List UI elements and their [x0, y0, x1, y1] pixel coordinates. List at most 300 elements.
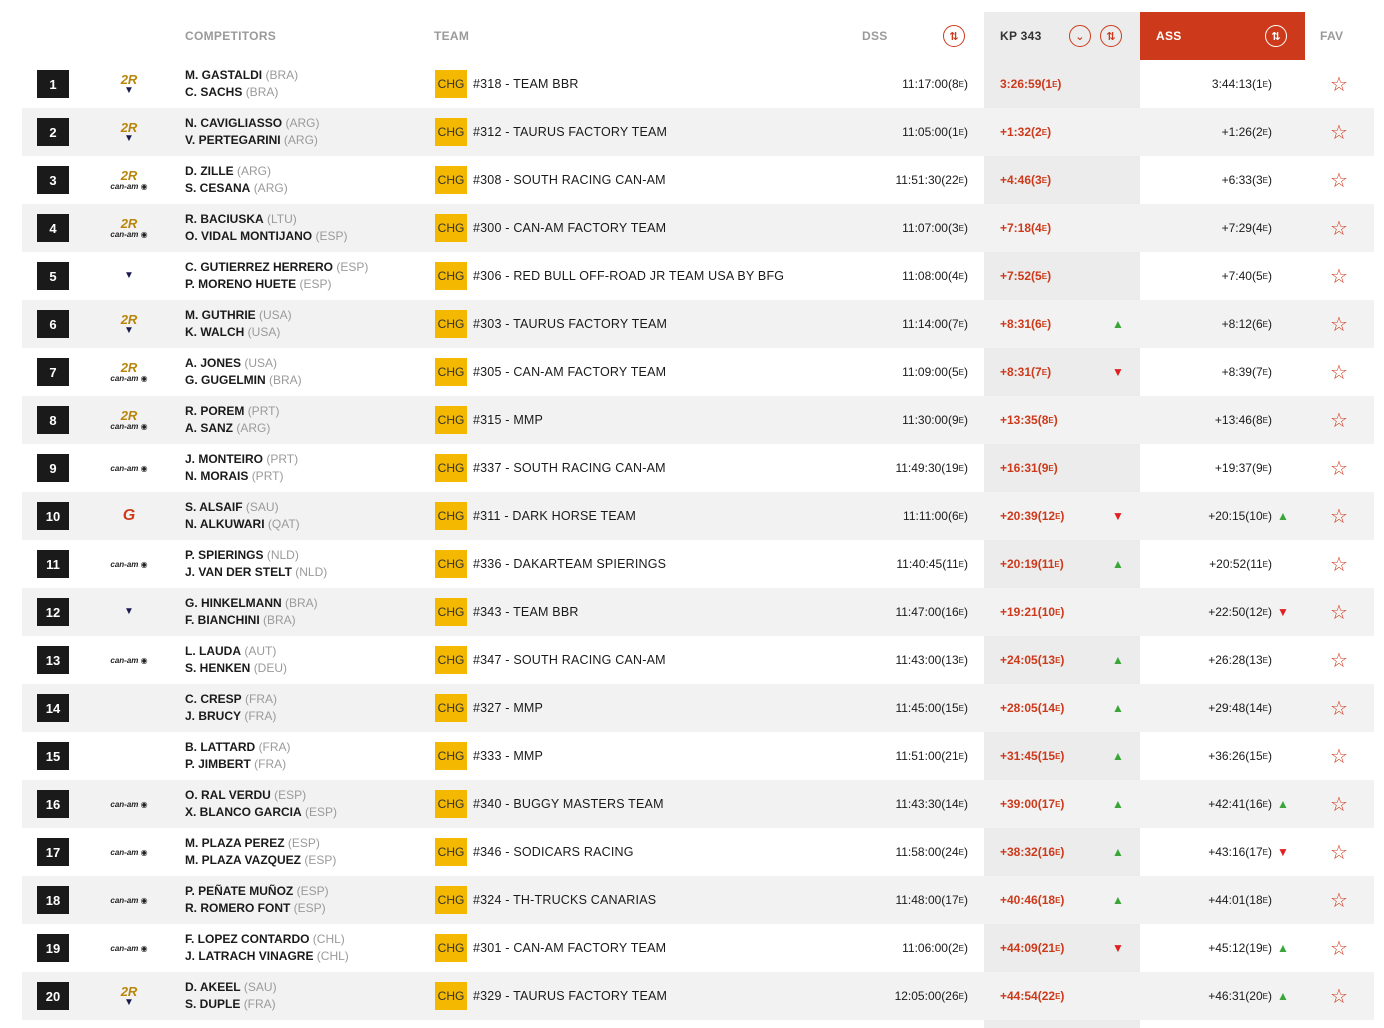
dss-value: 11:17:00	[902, 77, 948, 91]
kp-value: +20:39	[1000, 509, 1038, 523]
team-name: #324 - TH-TRUCKS CANARIAS	[473, 893, 657, 907]
kp-sort-icon[interactable]: ⇅	[1100, 12, 1122, 60]
arrow-up-icon: ▲	[1277, 989, 1289, 1003]
table-row[interactable]	[22, 492, 1374, 540]
manufacturer-logo	[108, 492, 150, 540]
position-badge: 7	[37, 358, 69, 386]
header-fav: FAV	[1320, 29, 1344, 43]
ass-rank: 16	[1249, 797, 1263, 811]
competitor-2	[185, 228, 347, 245]
kp-value: +13:35	[1000, 413, 1038, 427]
competitor-2	[185, 324, 280, 341]
ass-rank: 7	[1255, 365, 1263, 379]
table-row[interactable]	[22, 636, 1374, 684]
kp-rank: 13	[1041, 653, 1056, 667]
competitor-nationality: (ARG)	[283, 133, 318, 147]
dss-time: 11:58:00 ( 24 E )	[895, 845, 968, 859]
category-badge: CHG	[435, 454, 467, 482]
competitor-1	[185, 403, 279, 420]
table-row[interactable]	[22, 300, 1374, 348]
arrow-up-icon: ▲	[1112, 317, 1124, 331]
competitor-1	[185, 835, 320, 852]
ass-rank: 15	[1249, 749, 1263, 763]
arrow-down-icon: ▼	[1277, 845, 1289, 859]
table-row[interactable]	[22, 540, 1374, 588]
competitor-2	[185, 180, 288, 197]
manufacturer-logo	[108, 108, 150, 156]
category-badge: CHG	[435, 934, 467, 962]
manufacturer-logo	[108, 780, 150, 828]
rank-suffix: E	[1041, 127, 1048, 137]
kp-value: +28:05	[1000, 701, 1038, 715]
arrow-down-icon: ▼	[1277, 605, 1289, 619]
rank-suffix: E	[958, 415, 964, 425]
position-badge: 10	[37, 502, 69, 530]
competitor-name: C. SACHS	[185, 85, 243, 99]
competitor-2	[185, 420, 270, 437]
rank-suffix: E	[1262, 655, 1268, 665]
dss-time: 11:51:00 ( 21 E )	[895, 749, 968, 763]
ass-time: +46:31 ( 20 E )	[1208, 989, 1272, 1003]
ass-sort-icon[interactable]: ⇅	[1265, 12, 1287, 60]
competitor-1	[185, 307, 292, 324]
category-badge: CHG	[435, 886, 467, 914]
table-row[interactable]	[22, 780, 1374, 828]
dss-value: 11:49:30	[895, 461, 942, 475]
ass-time: +7:40 ( 5 E )	[1221, 269, 1272, 283]
competitor-2	[185, 996, 276, 1013]
dss-rank: 17	[945, 893, 959, 907]
arrow-up-icon: ▲	[1277, 509, 1289, 523]
kp-value: +19:21	[1000, 605, 1038, 619]
category-badge: CHG	[435, 694, 467, 722]
table-row[interactable]	[22, 588, 1374, 636]
competitor-name: O. RAL VERDU	[185, 788, 271, 802]
team-name: #312 - TAURUS FACTORY TEAM	[473, 125, 668, 139]
competitor-nationality: (CHL)	[316, 949, 349, 963]
competitor-name: O. VIDAL MONTIJANO	[185, 229, 313, 243]
category-badge: CHG	[435, 406, 467, 434]
dss-time: 11:30:00 ( 9 E )	[902, 413, 968, 427]
rank-suffix: E	[1262, 319, 1268, 329]
arrow-up-icon: ▲	[1277, 941, 1289, 955]
ass-rank: 13	[1249, 653, 1263, 667]
header-ass[interactable]: ASS	[1140, 12, 1305, 60]
favorite-star-icon[interactable]: ☆	[1330, 361, 1348, 384]
category-badge: CHG	[435, 598, 467, 626]
dss-time: 11:06:00 ( 2 E )	[902, 941, 968, 955]
kp-rank: 8	[1041, 413, 1049, 427]
competitor-1	[185, 451, 298, 468]
favorite-star-icon[interactable]: ☆	[1330, 505, 1348, 528]
dss-time: 11:43:30 ( 14 E )	[895, 797, 968, 811]
favorite-star-icon[interactable]: ☆	[1330, 601, 1348, 624]
competitor-name: J. VAN DER STELT	[185, 565, 292, 579]
competitor-nationality: (ESP)	[274, 788, 307, 802]
team-name: #305 - CAN-AM FACTORY TEAM	[473, 365, 667, 379]
competitor-name: M. GUTHRIE	[185, 308, 256, 322]
kp-rank: 6	[1035, 317, 1042, 331]
kp-time: +1:32 ( 2 E )	[1000, 125, 1052, 139]
rank-suffix: E	[958, 367, 964, 377]
competitor-2	[185, 756, 286, 773]
competitor-1	[185, 67, 298, 84]
ass-time: +20:15 ( 10 E )	[1208, 509, 1272, 523]
ass-rank: 3	[1255, 173, 1263, 187]
arrow-up-icon: ▲	[1112, 701, 1124, 715]
dss-time: 11:05:00 ( 1 E )	[902, 125, 968, 139]
ass-time: +42:41 ( 16 E )	[1208, 797, 1272, 811]
team-name: #340 - BUGGY MASTERS TEAM	[473, 797, 664, 811]
ass-rank: 14	[1249, 701, 1263, 715]
ass-rank: 19	[1249, 941, 1263, 955]
logo-canam-icon: can-am ◉	[110, 182, 148, 191]
category-badge: CHG	[435, 262, 467, 290]
rank-suffix: E	[1262, 559, 1268, 569]
rank-suffix: E	[958, 319, 964, 329]
kp-time: +28:05 ( 14 E )	[1000, 701, 1065, 715]
table-row[interactable]	[22, 444, 1374, 492]
competitor-1	[185, 643, 276, 660]
ass-time: +19:37 ( 9 E )	[1214, 461, 1272, 475]
dss-value: 11:11:00	[903, 509, 948, 523]
favorite-star-icon[interactable]: ☆	[1330, 985, 1348, 1008]
dss-time: 11:51:30 ( 22 E )	[895, 173, 968, 187]
position-badge: 2	[37, 118, 69, 146]
competitor-name: S. ALSAIF	[185, 500, 243, 514]
favorite-star-icon[interactable]: ☆	[1330, 841, 1348, 864]
logo-canam-icon: can-am ◉	[110, 230, 148, 239]
table-row[interactable]	[22, 204, 1374, 252]
team-name: #315 - MMP	[473, 413, 544, 427]
rank-suffix: E	[1262, 703, 1268, 713]
ass-rank: 4	[1255, 221, 1263, 235]
kp-time: +20:39 ( 12 E )	[1000, 509, 1065, 523]
rank-suffix: E	[1055, 511, 1061, 521]
arrow-up-icon: ▲	[1112, 845, 1124, 859]
kp-time: +40:46 ( 18 E )	[1000, 893, 1065, 907]
competitor-name: A. SANZ	[185, 421, 233, 435]
rank-suffix: E	[1262, 895, 1268, 905]
kp-value: +7:52	[1000, 269, 1032, 283]
competitor-name: P. JIMBERT	[185, 757, 251, 771]
competitors-cell	[185, 636, 287, 684]
arrow-up-icon: ▲	[1112, 893, 1124, 907]
competitor-name: P. SPIERINGS	[185, 548, 264, 562]
logo-canam-icon: can-am ◉	[110, 799, 148, 809]
kp-value: +4:46	[1000, 173, 1032, 187]
favorite-star-icon[interactable]: ☆	[1330, 313, 1348, 336]
table-row[interactable]	[22, 732, 1374, 780]
dss-time: 11:14:00 ( 7 E )	[902, 317, 968, 331]
category-badge: CHG	[435, 502, 467, 530]
competitor-name: K. WALCH	[185, 325, 245, 339]
arrow-up-icon: ▲	[1277, 797, 1289, 811]
table-row[interactable]	[22, 348, 1374, 396]
dss-value: 11:06:00	[902, 941, 948, 955]
ass-value: +44:01	[1208, 893, 1246, 907]
ass-value: +19:37	[1214, 461, 1252, 475]
table-row[interactable]	[22, 684, 1374, 732]
rank-suffix: E	[958, 607, 964, 617]
rank-suffix: E	[1048, 415, 1054, 425]
logo-2r-icon: 2R	[120, 983, 138, 999]
dss-time: 11:45:00 ( 15 E )	[895, 701, 968, 715]
competitor-name: V. PERTEGARINI	[185, 133, 281, 147]
favorite-star-icon[interactable]: ☆	[1330, 121, 1348, 144]
competitor-2	[185, 804, 337, 821]
position-badge: 17	[37, 838, 69, 866]
ass-value: +1:26	[1221, 125, 1252, 139]
favorite-star-icon[interactable]: ☆	[1330, 217, 1348, 240]
ass-rank: 6	[1255, 317, 1263, 331]
kp-rank: 16	[1041, 845, 1056, 859]
competitor-2	[185, 900, 326, 917]
dss-rank: 4	[951, 269, 959, 283]
kp-time: +38:32 ( 16 E )	[1000, 845, 1065, 859]
competitors-cell	[185, 972, 277, 1020]
logo-2r-icon: 2R	[120, 360, 138, 375]
rank-suffix: E	[1262, 799, 1268, 809]
competitor-nationality: (FRA)	[245, 692, 278, 706]
competitor-nationality: (FRA)	[254, 757, 287, 771]
competitors-cell	[185, 252, 368, 300]
kp-value: +39:00	[1000, 797, 1038, 811]
manufacturer-logo	[108, 588, 150, 636]
ass-rank: 11	[1250, 557, 1263, 571]
category-badge: CHG	[435, 358, 467, 386]
dss-rank: 1	[951, 125, 959, 139]
favorite-star-icon[interactable]: ☆	[1330, 409, 1348, 432]
favorite-star-icon[interactable]: ☆	[1330, 937, 1348, 960]
favorite-star-icon[interactable]: ☆	[1330, 889, 1348, 912]
dss-time: 11:09:00 ( 5 E )	[902, 365, 968, 379]
table-row[interactable]	[22, 108, 1374, 156]
rank-suffix: E	[1041, 319, 1048, 329]
logo-canam-icon: can-am ◉	[110, 943, 148, 953]
logo-canam-icon: can-am ◉	[110, 895, 148, 905]
competitor-2	[185, 516, 300, 533]
manufacturer-logo	[108, 684, 150, 732]
logo-taurus-icon: ▼	[124, 324, 134, 336]
competitor-1	[185, 163, 271, 180]
dss-rank: 16	[945, 605, 959, 619]
rank-suffix: E	[958, 559, 964, 569]
competitor-name: M. PLAZA VAZQUEZ	[185, 853, 301, 867]
kp-value: 3:26:59	[1000, 77, 1042, 91]
rank-suffix: E	[1055, 943, 1061, 953]
competitor-nationality: (ESP)	[287, 836, 320, 850]
favorite-star-icon[interactable]: ☆	[1330, 169, 1348, 192]
table-row[interactable]	[22, 396, 1374, 444]
competitor-nationality: (ARG)	[236, 421, 271, 435]
competitor-1	[185, 259, 368, 276]
competitor-1	[185, 115, 319, 132]
ass-value: +6:33	[1221, 173, 1252, 187]
ass-rank: 17	[1249, 845, 1263, 859]
manufacturer-logo	[108, 252, 150, 300]
ass-time: +36:26 ( 15 E )	[1208, 749, 1272, 763]
competitor-2	[185, 612, 296, 629]
favorite-star-icon[interactable]: ☆	[1330, 649, 1348, 672]
ass-time: +13:46 ( 8 E )	[1214, 413, 1272, 427]
competitor-nationality: (FRA)	[244, 709, 277, 723]
competitor-name: G. HINKELMANN	[185, 596, 282, 610]
competitor-nationality: (FRA)	[258, 740, 291, 754]
competitor-nationality: (ESP)	[296, 884, 329, 898]
favorite-star-icon[interactable]: ☆	[1330, 793, 1348, 816]
ass-time: +6:33 ( 3 E )	[1221, 173, 1272, 187]
kp-time: 3:26:59 ( 1 E )	[1000, 77, 1062, 91]
dss-rank: 22	[945, 173, 959, 187]
competitor-name: R. ROMERO FONT	[185, 901, 291, 915]
favorite-star-icon[interactable]: ☆	[1330, 745, 1348, 768]
competitor-1	[185, 883, 329, 900]
competitor-nationality: (LTU)	[267, 212, 297, 226]
kp-rank: 11	[1041, 557, 1055, 571]
competitor-2	[185, 660, 287, 677]
rank-suffix: E	[1052, 79, 1058, 89]
dss-time: 11:40:45 ( 11 E )	[896, 557, 968, 571]
ass-value: +29:48	[1208, 701, 1246, 715]
table-row[interactable]	[22, 156, 1374, 204]
ass-time: +8:39 ( 7 E )	[1221, 365, 1272, 379]
favorite-star-icon[interactable]: ☆	[1330, 73, 1348, 96]
dss-value: 11:47:00	[895, 605, 942, 619]
ass-time: +1:26 ( 2 E )	[1221, 125, 1272, 139]
rank-suffix: E	[1055, 751, 1061, 761]
rank-suffix: E	[1262, 751, 1268, 761]
favorite-star-icon[interactable]: ☆	[1330, 457, 1348, 480]
competitor-name: M. GASTALDI	[185, 68, 263, 82]
ass-value: +8:39	[1221, 365, 1252, 379]
team-name: #311 - DARK HORSE TEAM	[473, 509, 637, 523]
favorite-star-icon[interactable]: ☆	[1330, 697, 1348, 720]
table-row[interactable]	[22, 876, 1374, 924]
dss-rank: 14	[945, 797, 959, 811]
ass-value: +46:31	[1208, 989, 1246, 1003]
kp-value: +1:32	[1000, 125, 1032, 139]
competitors-cell	[185, 300, 292, 348]
competitor-name: F. LOPEZ CONTARDO	[185, 932, 310, 946]
kp-time: +44:54 ( 22 E )	[1000, 989, 1065, 1003]
competitor-name: R. POREM	[185, 404, 245, 418]
manufacturer-logo	[108, 444, 150, 492]
manufacturer-logo	[108, 396, 150, 444]
rank-suffix: E	[958, 703, 964, 713]
competitor-nationality: (ARG)	[253, 181, 288, 195]
dss-value: 11:51:30	[895, 173, 942, 187]
competitor-name: D. AKEEL	[185, 980, 241, 994]
team-name: #329 - TAURUS FACTORY TEAM	[473, 989, 668, 1003]
arrow-down-icon: ▼	[1112, 509, 1124, 523]
competitor-nationality: (CHL)	[312, 932, 345, 946]
dss-time: 11:43:00 ( 13 E )	[895, 653, 968, 667]
ass-time: +8:12 ( 6 E )	[1221, 317, 1272, 331]
rank-suffix: E	[1041, 223, 1048, 233]
competitor-name: A. JONES	[185, 356, 242, 370]
table-row[interactable]	[22, 828, 1374, 876]
ass-rank: 1	[1255, 77, 1263, 91]
competitor-name: J. LATRACH VINAGRE	[185, 949, 314, 963]
kp-rank: 7	[1035, 365, 1042, 379]
favorite-star-icon[interactable]: ☆	[1330, 265, 1348, 288]
competitor-name: N. CAVIGLIASSO	[185, 116, 283, 130]
position-badge: 14	[37, 694, 69, 722]
competitor-nationality: (QAT)	[267, 517, 300, 531]
competitor-nationality: (AUT)	[244, 644, 277, 658]
kp-chevron-down-icon[interactable]: ⌄	[1069, 12, 1091, 60]
team-name: #347 - SOUTH RACING CAN-AM	[473, 653, 666, 667]
competitors-cell	[185, 444, 298, 492]
rank-suffix: E	[958, 463, 964, 473]
rank-suffix: E	[1262, 607, 1268, 617]
competitor-nationality: (BRA)	[285, 596, 318, 610]
ass-rank: 8	[1255, 413, 1263, 427]
kp-value: +44:54	[1000, 989, 1038, 1003]
kp-value: +16:31	[1000, 461, 1038, 475]
competitor-name: J. MONTEIRO	[185, 452, 264, 466]
rank-suffix: E	[958, 895, 964, 905]
position-badge: 11	[37, 550, 69, 578]
rank-suffix: E	[1262, 175, 1268, 185]
rank-suffix: E	[1262, 511, 1268, 521]
competitor-1	[185, 691, 277, 708]
favorite-star-icon[interactable]: ☆	[1330, 553, 1348, 576]
competitor-nationality: (SAU)	[243, 980, 277, 994]
table-row[interactable]	[22, 252, 1374, 300]
competitor-name: D. ZILLE	[185, 164, 234, 178]
competitor-1	[185, 211, 297, 228]
logo-2r-icon: 2R	[120, 119, 138, 135]
dss-rank: 3	[951, 221, 959, 235]
manufacturer-logo	[108, 60, 150, 108]
ass-value: +42:41	[1208, 797, 1246, 811]
competitor-name: P. PEÑATE MUÑOZ	[185, 884, 294, 898]
competitor-nationality: (PRT)	[266, 452, 299, 466]
competitor-1	[185, 547, 299, 564]
ass-time: 3:44:13 ( 1 E )	[1211, 77, 1272, 91]
dss-sort-icon[interactable]: ⇅	[943, 12, 965, 60]
header-team: TEAM	[434, 29, 470, 43]
dss-rank: 5	[951, 365, 959, 379]
competitor-nationality: (ESP)	[315, 229, 348, 243]
kp-rank: 12	[1041, 509, 1056, 523]
dss-value: 11:08:00	[902, 269, 948, 283]
kp-time: +13:35 ( 8 E )	[1000, 413, 1058, 427]
table-row[interactable]	[22, 972, 1374, 1020]
competitor-nationality: (DEU)	[253, 661, 288, 675]
competitor-name: B. LATTARD	[185, 740, 256, 754]
competitor-nationality: (NLD)	[266, 548, 299, 562]
ass-rank: 12	[1249, 605, 1263, 619]
header-kp: KP 343	[1000, 29, 1042, 43]
header-dss: DSS	[862, 29, 888, 43]
table-row[interactable]	[22, 60, 1374, 108]
team-name: #303 - TAURUS FACTORY TEAM	[473, 317, 668, 331]
competitor-name: S. HENKEN	[185, 661, 251, 675]
kp-value: +8:31	[1000, 365, 1032, 379]
rank-suffix: E	[1055, 847, 1061, 857]
category-badge: CHG	[435, 742, 467, 770]
ass-rank: 10	[1249, 509, 1263, 523]
competitor-1	[185, 931, 345, 948]
table-row[interactable]	[22, 924, 1374, 972]
competitors-cell	[185, 204, 347, 252]
manufacturer-logo	[108, 732, 150, 780]
rank-suffix: E	[1262, 991, 1268, 1001]
competitor-1	[185, 787, 306, 804]
